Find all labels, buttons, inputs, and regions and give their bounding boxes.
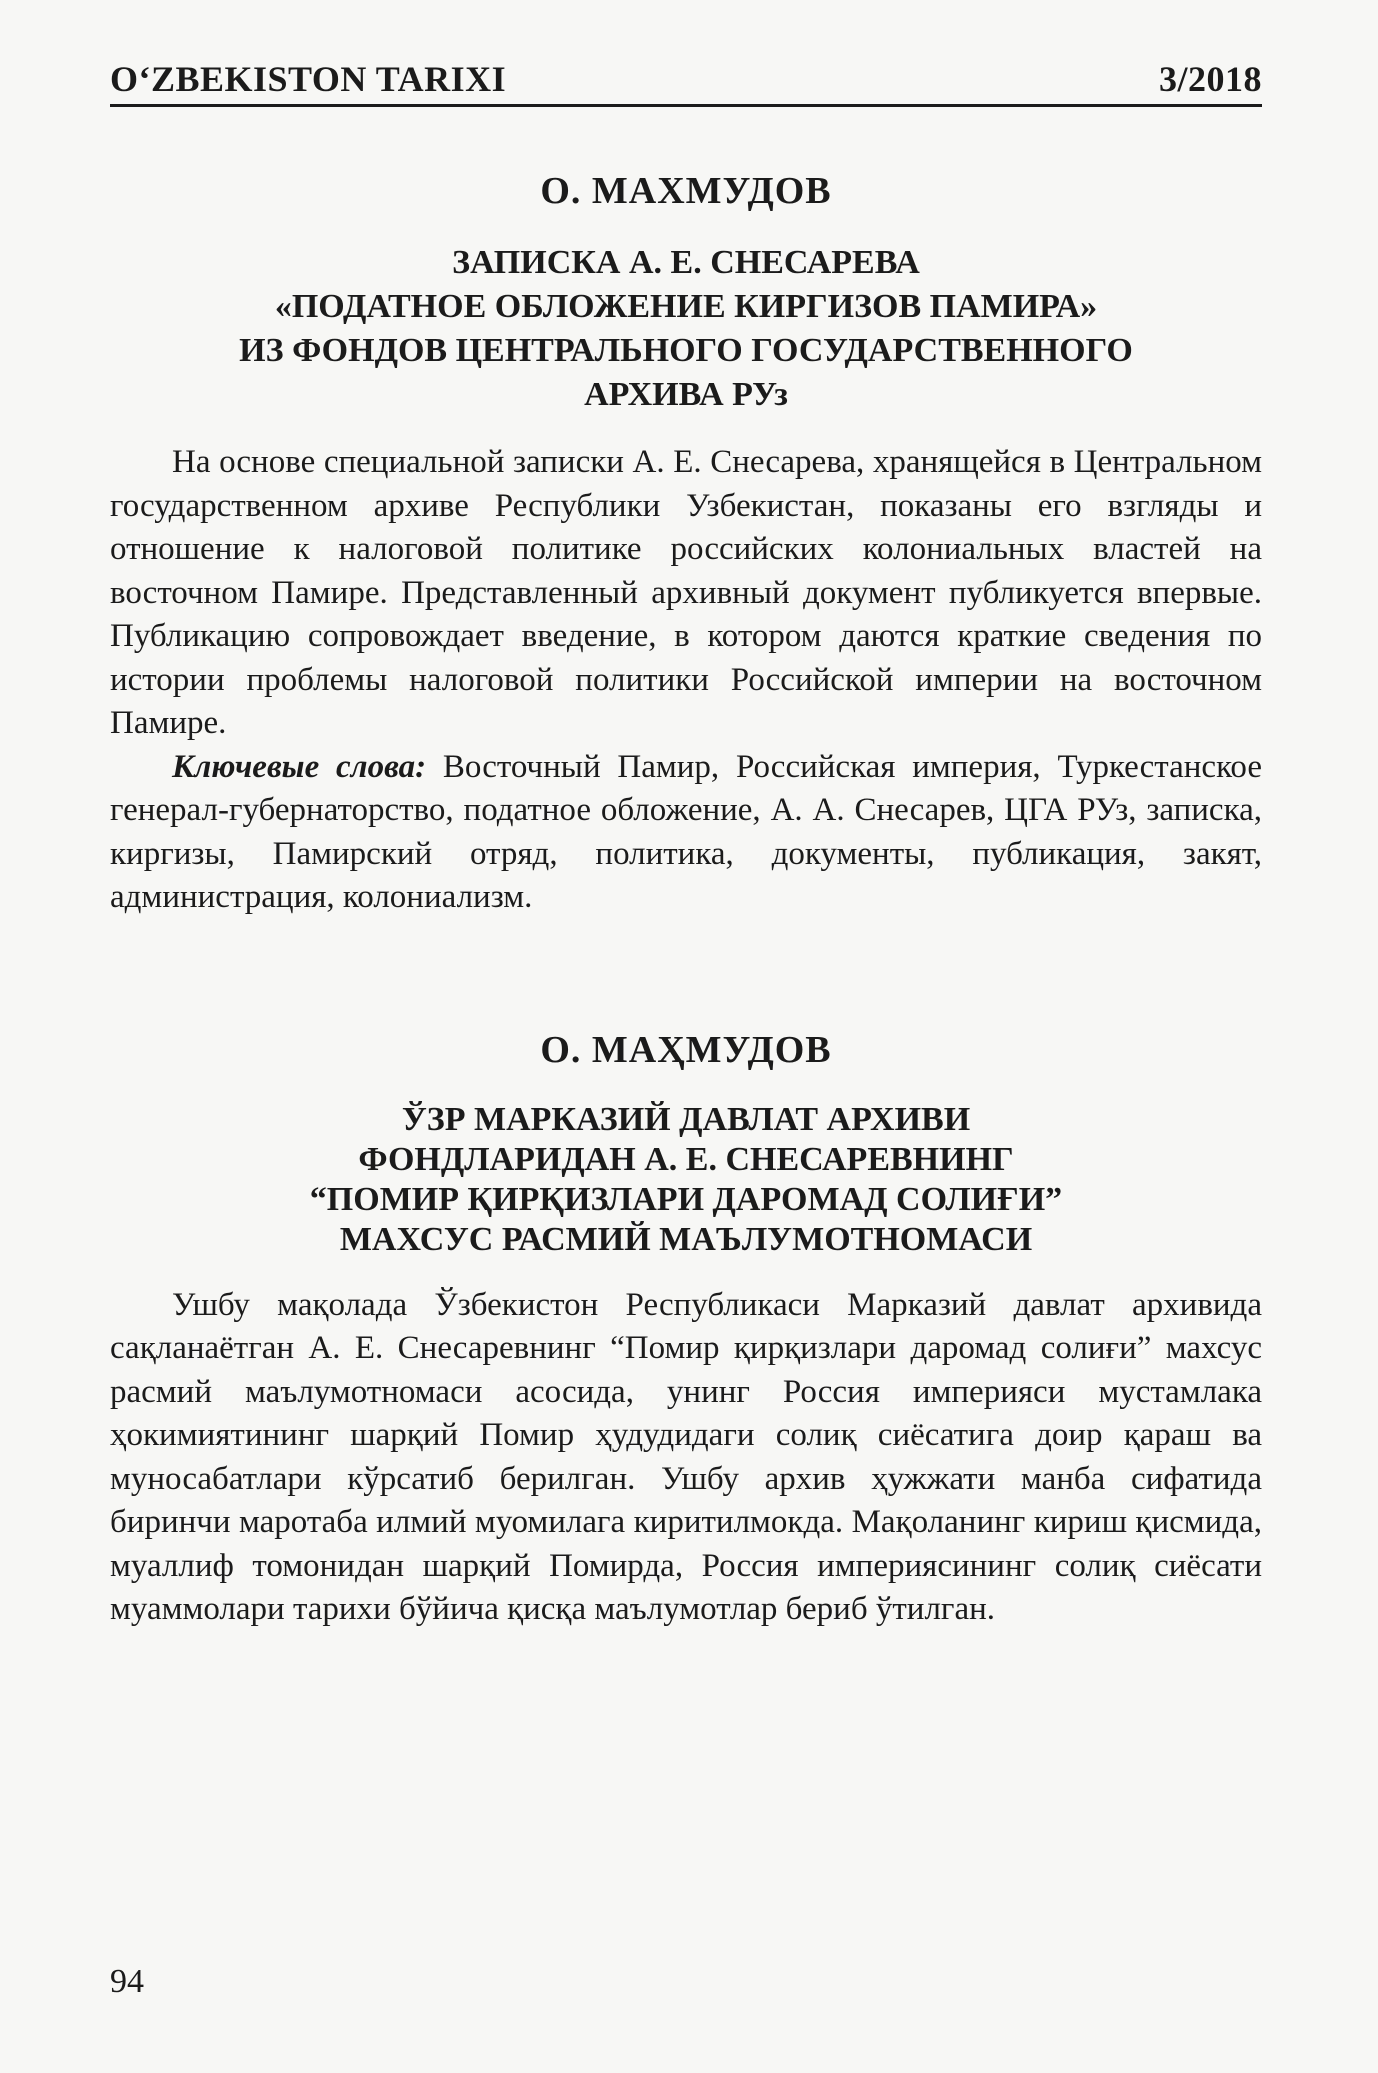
author-name-ru: О. МАХМУДОВ	[540, 170, 832, 212]
title-line: ЗАПИСКА А. Е. СНЕСАРЕВА	[452, 244, 920, 281]
title-line: “ПОМИР ҚИРҚИЗЛАРИ ДАРОМАД СОЛИҒИ”	[309, 1180, 1063, 1218]
keywords-list: Восточный Памир, Российская империя, Туркестанское генерал-губернаторство, податное обложение, А. А. Снесарев, ЦГА РУз, записка, киргизы, Памирский отряд, политика, документы, публикация, закят, администрация, колониализм.	[110, 748, 1262, 915]
title-line: АРХИВА РУз	[584, 376, 788, 413]
page-number: 94	[110, 1963, 144, 2000]
running-header	[110, 58, 1262, 107]
title-line: МАХСУС РАСМИЙ МАЪЛУМОТНОМАСИ	[339, 1220, 1033, 1258]
section-spacer	[110, 920, 1262, 1028]
article-title-ru	[110, 241, 1262, 417]
title-line: «ПОДАТНОЕ ОБЛОЖЕНИЕ КИРГИЗОВ ПАМИРА»	[274, 288, 1098, 325]
title-line: ИЗ ФОНДОВ ЦЕНТРАЛЬНОГО ГОСУДАРСТВЕННОГО	[239, 332, 1133, 369]
title-line: ФОНДЛАРИДАН А. Е. СНЕСАРЕВНИНГ	[358, 1140, 1014, 1178]
journal-title: O‘ZBEKISTON TARIXI	[110, 59, 507, 99]
keywords-label: Ключевые слова:	[172, 748, 427, 785]
keywords-ru	[110, 746, 1262, 920]
abstract-uz: Ушбу мақолада Ўзбекистон Республикаси Марказий давлат архивида сақланаётган А. Е. Снесаревнинг “Помир қирқизлари даромад солиғи” махсус расмий маълумотномаси асосида, унинг Россия империяси мустамлака ҳокимиятининг шарқий Помир ҳудудидаги солиқ сиёсатига доир қараш ва муносабатлари кўрсатиб берилган. Ушбу архив ҳужжати манба сифатида биринчи маротаба илмий муомилага киритилмокда. Мақоланинг кириш қисмида, муаллиф томонидан шарқий Помирда, Россия империясининг солиқ сиёсати муаммолари тарихи бўйича қисқа маълумотлар бериб ўтилган.	[110, 1286, 1262, 1627]
article-title-uz	[110, 1100, 1262, 1260]
issue-number: 3/2018	[1158, 59, 1262, 99]
journal-page	[110, 58, 1262, 2038]
author-name-uz: О. МАҲМУДОВ	[540, 1028, 832, 1071]
abstract-ru: На основе специальной записки А. Е. Снесарева, хранящейся в Центральном государственном архиве Республики Узбекистан, показаны его взгляды и отношение к налоговой политике российских колониальных властей на восточном Памире. Представленный архивный документ публикуется впервые. Публикацию сопровождает введение, в котором даются краткие сведения по истории проблемы налоговой политики Российской империи на восточном Памире.	[110, 444, 1262, 741]
title-line: ЎЗР МАРКАЗИЙ ДАВЛАТ АРХИВИ	[401, 1100, 971, 1138]
